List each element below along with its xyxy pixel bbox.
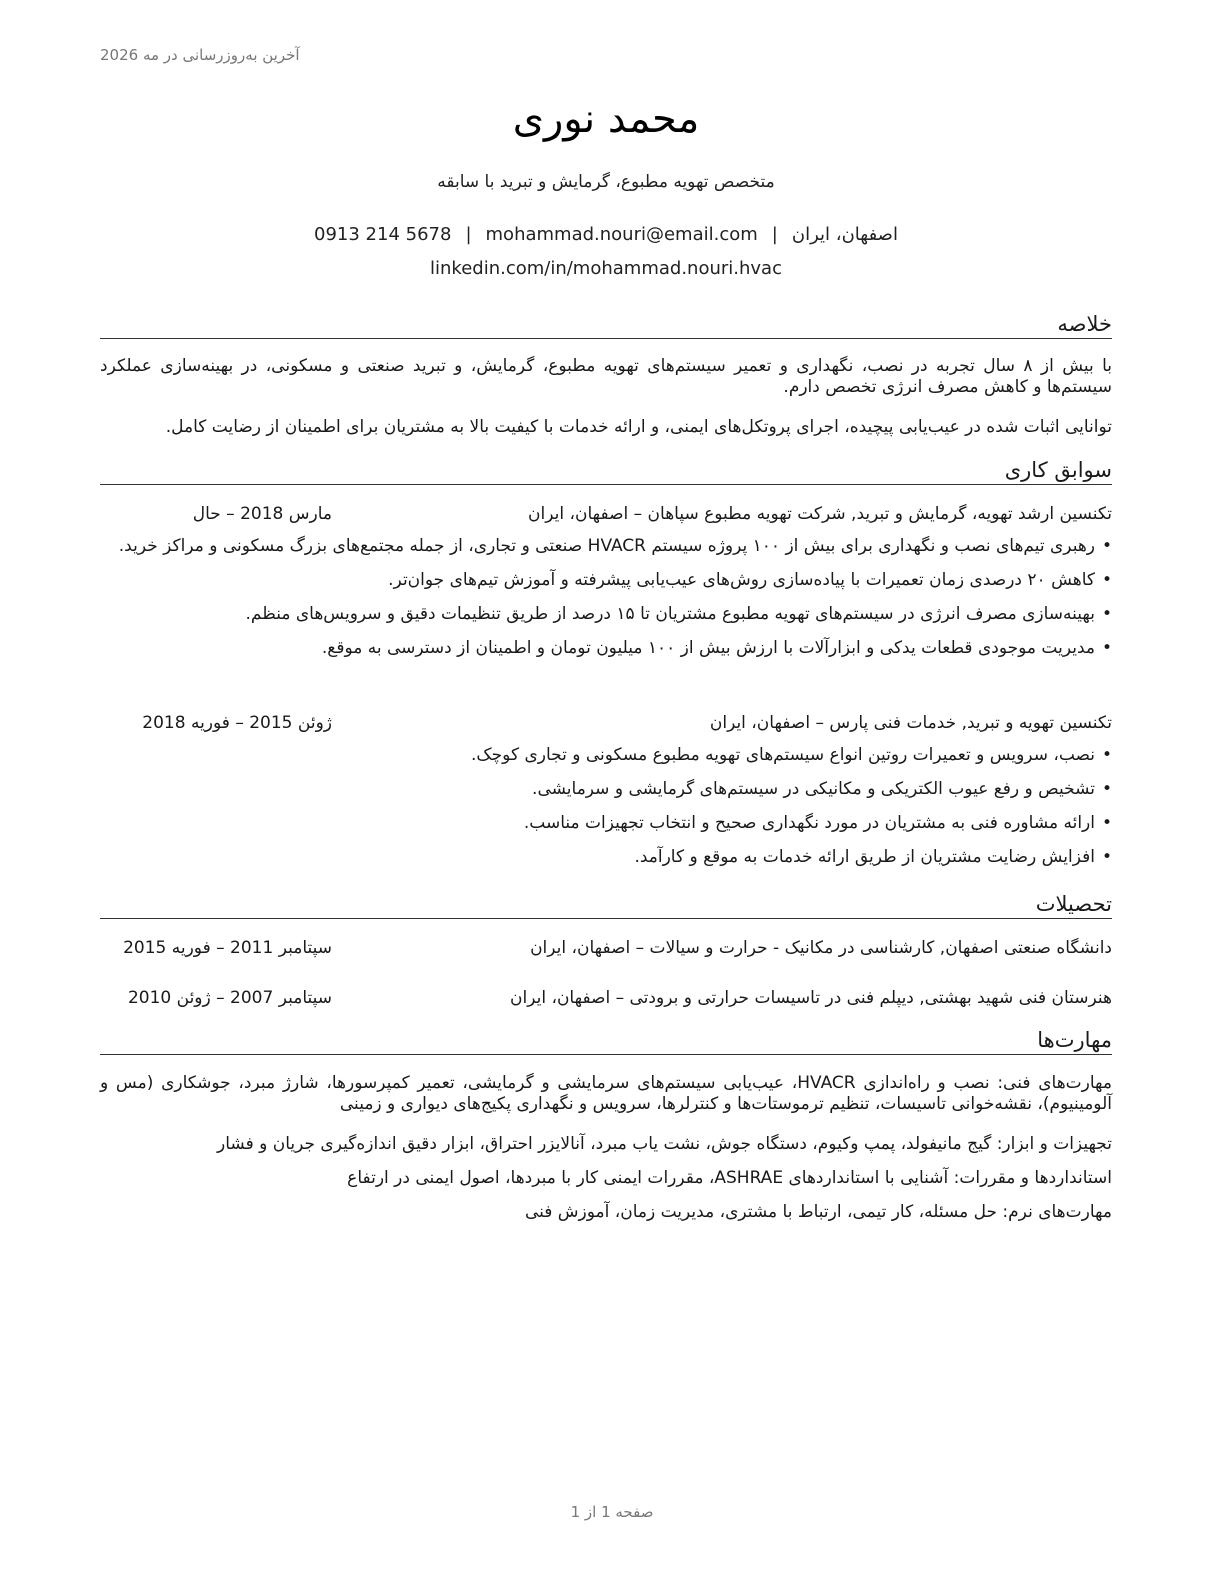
summary-heading: خلاصه	[100, 312, 1112, 339]
linkedin-link[interactable]: linkedin.com/in/mohammad.nouri.hvac	[430, 258, 782, 279]
last-updated-note: آخرین به‌روزرسانی در مه 2026	[100, 46, 300, 64]
education-title: هنرستان فنی شهید بهشتی, دیپلم فنی در تاسیسات حرارتی و برودتی – اصفهان، ایران	[510, 988, 1112, 1008]
separator: |	[465, 224, 472, 245]
job-title: تکنسین ارشد تهویه، گرمایش و تبرید, شرکت تهویه مطبوع سپاهان – اصفهان، ایران	[528, 504, 1112, 524]
list-item: • تشخیص و رفع عیوب الکتریکی و مکانیکی در سیستم‌های گرمایشی و سرمایشی.	[100, 779, 1112, 800]
phone-text: 0913 214 5678	[314, 224, 452, 245]
skill-line: مهارت‌های فنی: نصب و راه‌اندازی HVACR، عیب‌یابی سیستم‌های سرمایشی و گرمایشی، تعمیر کمپرسورها، شارژ مبرد، جوشکاری (مس و آلومینیوم)، نقشه‌خوانی تاسیسات، تنظیم ترموستات‌ها و کنترلرها، سرویس و نگهداری پکیج‌های دیواری و زمینی	[100, 1073, 1112, 1114]
list-item: • ارائه مشاوره فنی به مشتریان در مورد نگهداری صحیح و انتخاب تجهیزات مناسب.	[100, 813, 1112, 834]
page-number: صفحه 1 از 1	[570, 1503, 654, 1521]
job-bullets	[100, 745, 1112, 881]
skill-line: استانداردها و مقررات: آشنایی با استانداردهای ASHRAE، مقررات ایمنی کار با مبردها، اصول ایمنی در ارتفاع	[347, 1168, 1112, 1188]
skills-heading: مهارت‌ها	[100, 1028, 1112, 1055]
list-item: • رهبری تیم‌های نصب و نگهداری برای بیش از ۱۰۰ پروژه سیستم HVACR صنعتی و تجاری، از جمله مجتمع‌های بزرگ مسکونی و مراکز خرید.	[100, 536, 1112, 557]
education-dates: سپتامبر 2011 – فوریه 2015	[123, 938, 332, 958]
skill-line: تجهیزات و ابزار: گیج مانیفولد، پمپ وکیوم، دستگاه جوش، نشت یاب مبرد، آنالایزر احتراق، ابزار دقیق اندازه‌گیری جریان و فشار	[217, 1134, 1112, 1154]
education-heading: تحصیلات	[100, 892, 1112, 919]
email-link[interactable]: mohammad.nouri@email.com	[485, 224, 758, 245]
job-title: تکنسین تهویه و تبرید, خدمات فنی پارس – اصفهان، ایران	[709, 713, 1112, 733]
education-title: دانشگاه صنعتی اصفهان, کارشناسی در مکانیک - حرارت و سیالات – اصفهان، ایران	[530, 938, 1112, 958]
experience-heading: سوابق کاری	[100, 458, 1112, 485]
location-text: اصفهان، ایران	[791, 224, 898, 245]
list-item: • نصب، سرویس و تعمیرات روتین انواع سیستم‌های تهویه مطبوع مسکونی و تجاری کوچک.	[100, 745, 1112, 766]
summary-paragraph: با بیش از ۸ سال تجربه در نصب، نگهداری و تعمیر سیستم‌های تهویه مطبوع، گرمایش، و تبرید صنعتی و مسکونی، در بهینه‌سازی عملکرد سیستم‌ها و کاهش مصرف انرژی تخصص دارم.	[100, 356, 1113, 397]
education-dates: سپتامبر 2007 – ژوئن 2010	[127, 988, 332, 1008]
professional-tagline: متخصص تهویه مطبوع، گرمایش و تبرید با سابقه	[437, 172, 775, 192]
list-item: • مدیریت موجودی قطعات یدکی و ابزارآلات با ارزش بیش از ۱۰۰ میلیون تومان و اطمینان از دسترسی به موقع.	[100, 638, 1112, 659]
page-title: محمد نوری	[512, 96, 700, 142]
contact-line	[100, 224, 1112, 245]
separator: |	[771, 224, 778, 245]
job-dates: مارس 2018 – حال	[192, 504, 332, 524]
summary-paragraph: توانایی اثبات شده در عیب‌یابی پیچیده، اجرای پروتکل‌های ایمنی، و ارائه خدمات با کیفیت بالا به مشتریان برای اطمینان از رضایت کامل.	[165, 417, 1112, 437]
list-item: • کاهش ۲۰ درصدی زمان تعمیرات با پیاده‌سازی روش‌های عیب‌یابی پیشرفته و آموزش تیم‌های جوان‌تر.	[100, 570, 1112, 591]
list-item: • بهینه‌سازی مصرف انرژی در سیستم‌های تهویه مطبوع مشتریان تا ۱۵ درصد از طریق تنظیمات دقیق و سرویس‌های منظم.	[100, 604, 1112, 625]
job-dates: ژوئن 2015 – فوریه 2018	[142, 713, 332, 733]
skill-line: مهارت‌های نرم: حل مسئله، کار تیمی، ارتباط با مشتری، مدیریت زمان، آموزش فنی	[524, 1202, 1112, 1222]
list-item: • افزایش رضایت مشتریان از طریق ارائه خدمات به موقع و کارآمد.	[100, 847, 1112, 868]
job-bullets	[100, 536, 1112, 672]
